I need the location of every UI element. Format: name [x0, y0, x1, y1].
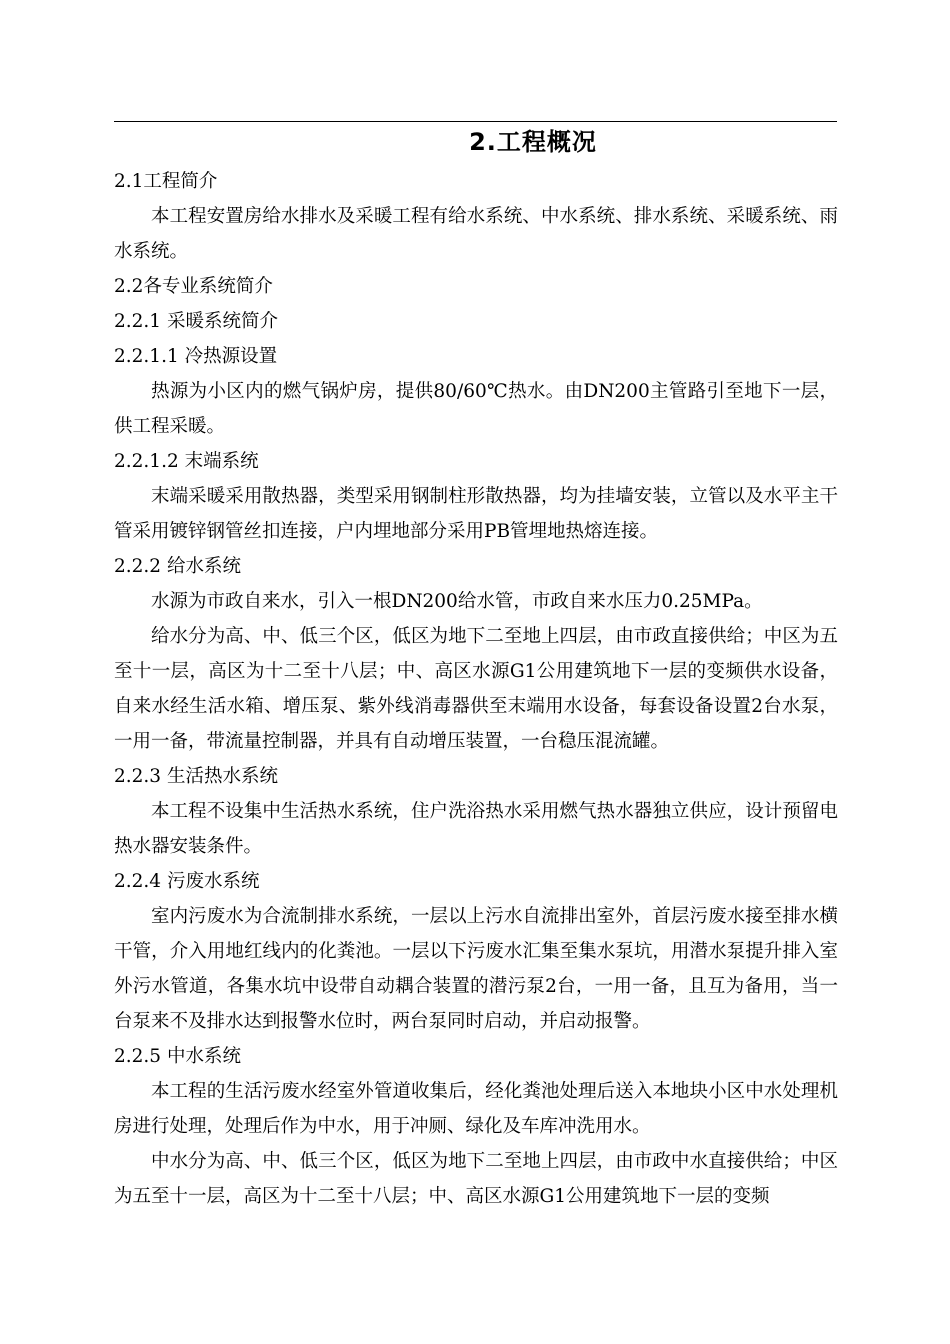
section-heading-2-2-1: 2.2.1 采暖系统简介	[114, 311, 278, 332]
paragraph-hot-water: 本工程不设集中生活热水系统，住户洗浴热水采用燃气热水器独立供应，设计预留电热水器安装条件。	[114, 801, 838, 857]
section-heading-2-2-1-2: 2.2.1.2 末端系统	[114, 451, 259, 472]
paragraph-reclaimed-water: 本工程的生活污废水经室外管道收集后，经化粪池处理后送入本地块小区中水处理机房进行处理，处理后作为中水，用于冲厕、绿化及车库冲洗用水。	[114, 1081, 838, 1137]
paragraph-terminal-system: 末端采暖采用散热器，类型采用钢制柱形散热器，均为挂墙安装，立管以及水平主干管采用镀锌钢管丝扣连接，户内埋地部分采用PB管埋地热熔连接。	[114, 486, 838, 542]
section-heading-2-2-4: 2.2.4 污废水系统	[114, 871, 260, 892]
section-heading-2-2-5: 2.2.5 中水系统	[114, 1046, 241, 1067]
paragraph-water-zones: 给水分为高、中、低三个区，低区为地下二至地上四层，由市政直接供给；中区为五至十一层，高区为十二至十八层；中、高区水源G1公用建筑地下一层的变频供水设备，自来水经生活水箱、增压泵、紫外线消毒器供至末端用水设备，每套设备设置2台水泵，一用一备，带流量控制器，并具有自动增压装置，一台稳压混流罐。	[114, 626, 838, 752]
chapter-title: 2.工程概况	[469, 128, 597, 156]
paragraph-reclaimed-zones: 中水分为高、中、低三个区，低区为地下二至地上四层，由市政中水直接供给；中区为五至十一层，高区为十二至十八层；中、高区水源G1公用建筑地下一层的变频	[114, 1151, 838, 1207]
header-rule	[114, 121, 837, 122]
document-body	[114, 164, 838, 1214]
section-heading-2-1: 2.1工程简介	[114, 171, 218, 192]
paragraph-heat-source: 热源为小区内的燃气锅炉房，提供80/60℃热水。由DN200主管路引至地下一层，供工程采暖。	[114, 381, 838, 437]
section-heading-2-2-3: 2.2.3 生活热水系统	[114, 766, 278, 787]
paragraph-sewage: 室内污废水为合流制排水系统，一层以上污水自流排出室外，首层污废水接至排水横干管，介入用地红线内的化粪池。一层以下污废水汇集至集水泵坑，用潜水泵提升排入室外污水管道，各集水坑中设带自动耦合装置的潜污泵2台，一用一备，且互为备用，当一台泵来不及排水达到报警水位时，两台泵同时启动，并启动报警。	[114, 906, 838, 1032]
section-heading-2-2-2: 2.2.2 给水系统	[114, 556, 241, 577]
paragraph-2-1-intro: 本工程安置房给水排水及采暖工程有给水系统、中水系统、排水系统、采暖系统、雨水系统。	[114, 206, 838, 262]
section-heading-2-2: 2.2各专业系统简介	[114, 276, 273, 297]
section-heading-2-2-1-1: 2.2.1.1 冷热源设置	[114, 346, 278, 367]
paragraph-water-source: 水源为市政自来水，引入一根DN200给水管，市政自来水压力0.25MPa。	[151, 591, 763, 612]
